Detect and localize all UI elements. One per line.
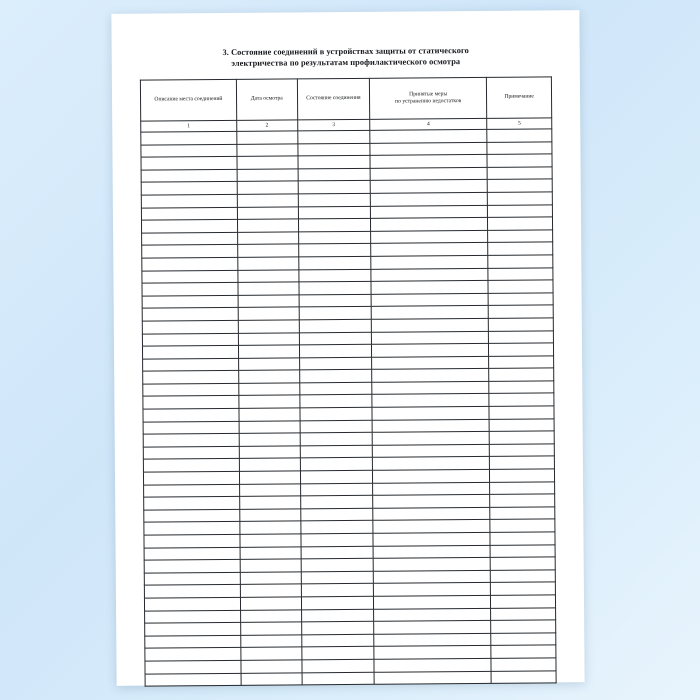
table-cell[interactable] [298, 193, 371, 206]
table-cell[interactable] [240, 609, 301, 622]
table-cell[interactable] [298, 256, 371, 269]
table-cell[interactable] [300, 508, 373, 521]
table-cell[interactable] [370, 180, 487, 194]
table-cell[interactable] [300, 496, 373, 509]
table-cell[interactable] [370, 155, 487, 169]
table-header-row [140, 77, 551, 121]
table-cell[interactable] [143, 396, 239, 409]
table-cell[interactable] [489, 330, 554, 343]
table-cell[interactable] [491, 658, 556, 671]
column-number-2: 2 [236, 120, 297, 131]
table-cell[interactable] [300, 483, 373, 496]
table-cell[interactable] [141, 131, 237, 144]
table-cell[interactable] [145, 623, 241, 636]
table-cell[interactable] [374, 633, 491, 647]
table-cell[interactable] [372, 369, 489, 383]
table-cell[interactable] [373, 558, 490, 572]
table-cell[interactable] [239, 383, 300, 396]
table-cell[interactable] [488, 255, 553, 268]
table-cell[interactable] [489, 431, 554, 444]
column-number-1: 1 [141, 120, 237, 132]
table-cell[interactable] [301, 533, 374, 546]
table-cell[interactable] [239, 484, 300, 497]
table-cell[interactable] [374, 671, 491, 685]
table-cell[interactable] [298, 168, 371, 181]
table-cell[interactable] [301, 647, 374, 660]
table-cell[interactable] [373, 482, 490, 496]
table-cell[interactable] [300, 458, 373, 471]
table-cell[interactable] [145, 635, 241, 648]
column-header-measures-taken: Принятые меры по устранению недостатков [370, 77, 487, 119]
table-cell[interactable] [489, 381, 554, 394]
table-cell[interactable] [489, 419, 554, 432]
table-cell[interactable] [299, 332, 372, 345]
table-cell[interactable] [372, 406, 489, 420]
table-cell[interactable] [299, 382, 372, 395]
table-cell[interactable] [300, 433, 373, 446]
table-cell[interactable] [489, 444, 554, 457]
page-title-line-2: электричества по результатам профилактического осмотра [231, 57, 461, 68]
table-cell[interactable] [491, 633, 556, 646]
table-cell[interactable] [299, 357, 372, 370]
table-cell[interactable] [237, 181, 298, 194]
table-cell[interactable] [298, 244, 371, 257]
table-cell[interactable] [143, 358, 239, 371]
table-cell[interactable] [373, 495, 490, 509]
table-cell[interactable] [372, 432, 489, 446]
table-cell[interactable] [491, 582, 556, 595]
table-cell[interactable] [370, 142, 487, 156]
table-cell[interactable] [372, 381, 489, 395]
table-cell[interactable] [373, 532, 490, 546]
table-cell[interactable] [490, 570, 555, 583]
table-cell[interactable] [302, 659, 375, 672]
table-cell[interactable] [491, 670, 556, 683]
table-cell[interactable] [144, 585, 240, 598]
table-cell[interactable] [491, 620, 556, 633]
table-cell[interactable] [143, 408, 239, 421]
table-cell[interactable] [491, 595, 556, 608]
table-cell[interactable] [487, 179, 552, 192]
table-cell[interactable] [487, 129, 552, 142]
table-cell[interactable] [298, 143, 371, 156]
table-cell[interactable] [141, 144, 237, 157]
table-cell[interactable] [240, 559, 301, 572]
table-cell[interactable] [302, 672, 375, 685]
table-body [141, 129, 556, 686]
table-cell[interactable] [143, 371, 239, 384]
table-cell[interactable] [373, 570, 490, 584]
table-cell[interactable] [301, 546, 374, 559]
table-cell[interactable] [488, 267, 553, 280]
table-cell[interactable] [142, 320, 238, 333]
table-cell[interactable] [301, 558, 374, 571]
table-cell[interactable] [241, 660, 302, 673]
table-cell[interactable] [301, 521, 374, 534]
table-cell[interactable] [488, 293, 553, 306]
column-number-4: 4 [370, 118, 487, 130]
table-cell[interactable] [238, 282, 299, 295]
table-cell[interactable] [239, 421, 300, 434]
registration-table [140, 76, 557, 686]
table-cell[interactable] [237, 194, 298, 207]
table-cell[interactable] [143, 383, 239, 396]
table-cell[interactable] [374, 658, 491, 672]
table-cell[interactable] [240, 509, 301, 522]
table-cell[interactable] [141, 169, 237, 182]
table-cell[interactable] [141, 220, 237, 233]
table-cell[interactable] [239, 395, 300, 408]
table-cell[interactable] [487, 141, 552, 154]
column-number-3: 3 [297, 119, 370, 131]
table-cell[interactable] [373, 469, 490, 483]
table-cell[interactable] [373, 520, 490, 534]
table-cell[interactable] [143, 421, 239, 434]
table-cell[interactable] [370, 129, 487, 143]
table-cell[interactable] [299, 319, 372, 332]
table-cell[interactable] [490, 469, 555, 482]
table-cell[interactable] [371, 255, 488, 269]
table-cell[interactable] [372, 444, 489, 458]
table-cell[interactable] [371, 230, 488, 244]
table-cell[interactable] [301, 596, 374, 609]
table-cell[interactable] [488, 318, 553, 331]
table-cell[interactable] [239, 458, 300, 471]
table-cell[interactable] [238, 370, 299, 383]
table-cell[interactable] [487, 167, 552, 180]
table-cell[interactable] [298, 181, 371, 194]
table-cell[interactable] [299, 307, 372, 320]
table-cell[interactable] [143, 459, 239, 472]
table-cell[interactable] [143, 471, 239, 484]
table-cell[interactable] [142, 345, 238, 358]
table-cell[interactable] [373, 457, 490, 471]
table-cell[interactable] [237, 169, 298, 182]
table-cell[interactable] [237, 244, 298, 257]
table-cell[interactable] [240, 622, 301, 635]
table-cell[interactable] [488, 242, 553, 255]
table-cell[interactable] [374, 621, 491, 635]
column-header-notes: Примечание [487, 77, 552, 119]
table-cell[interactable] [142, 295, 238, 308]
table-cell[interactable] [490, 456, 555, 469]
table-cell[interactable] [372, 343, 489, 357]
table-cell[interactable] [141, 207, 237, 220]
table-cell[interactable] [490, 482, 555, 495]
table-cell[interactable] [490, 557, 555, 570]
table-cell[interactable] [237, 131, 298, 144]
table-cell[interactable] [301, 621, 374, 634]
table-cell[interactable] [298, 218, 371, 231]
table-cell[interactable] [145, 660, 241, 673]
table-cell[interactable] [239, 496, 300, 509]
table-cell[interactable] [237, 143, 298, 156]
table-cell[interactable] [487, 192, 552, 205]
table-cell[interactable] [241, 635, 302, 648]
table-cell[interactable] [241, 647, 302, 660]
table-cell[interactable] [240, 584, 301, 597]
table-cell[interactable] [491, 607, 556, 620]
table-cell[interactable] [299, 269, 372, 282]
table-cell[interactable] [371, 243, 488, 257]
table-cell[interactable] [238, 320, 299, 333]
table-cell[interactable] [141, 194, 237, 207]
table-cell[interactable] [144, 484, 240, 497]
column-number-5: 5 [487, 118, 552, 130]
table-cell[interactable] [489, 406, 554, 419]
table-cell[interactable] [370, 192, 487, 206]
table-cell[interactable] [491, 645, 556, 658]
table-cell[interactable] [298, 231, 371, 244]
table-cell[interactable] [299, 281, 372, 294]
table-cell[interactable] [145, 610, 241, 623]
table-cell[interactable] [238, 307, 299, 320]
page-title [148, 44, 544, 69]
table-cell[interactable] [373, 545, 490, 559]
table-cell[interactable] [371, 268, 488, 282]
table-cell[interactable] [373, 583, 490, 597]
table-cell[interactable] [297, 130, 370, 143]
table-cell[interactable] [142, 333, 238, 346]
column-header-connection-condition: Состояние соединения [297, 78, 370, 120]
column-header-inspection-date: Дата осмотра [236, 79, 297, 120]
table-cell[interactable] [371, 318, 488, 332]
table-cell[interactable] [142, 308, 238, 321]
table-cell[interactable] [490, 544, 555, 557]
table-cell[interactable] [141, 157, 237, 170]
table-cell[interactable] [374, 595, 491, 609]
table-cell[interactable] [239, 408, 300, 421]
table-cell[interactable] [489, 393, 554, 406]
table-cell[interactable] [238, 345, 299, 358]
table-cell[interactable] [240, 546, 301, 559]
table-cell[interactable] [238, 257, 299, 270]
table-cell[interactable] [301, 609, 374, 622]
table-cell[interactable] [144, 509, 240, 522]
table-cell[interactable] [142, 270, 238, 283]
table-cell[interactable] [300, 445, 373, 458]
table-cell[interactable] [489, 343, 554, 356]
table-cell[interactable] [372, 394, 489, 408]
table-cell[interactable] [487, 154, 552, 167]
column-header-description-of-connection-place: Описание места соединений [140, 79, 236, 121]
table-cell[interactable] [490, 532, 555, 545]
table-cell[interactable] [238, 269, 299, 282]
table-cell[interactable] [144, 572, 240, 585]
table-cell[interactable] [300, 407, 373, 420]
table-cell[interactable] [299, 344, 372, 357]
table-header [140, 77, 551, 132]
page-title-line-1: 3. Состояние соединений в устройствах защиты от статического [222, 46, 469, 57]
table-cell[interactable] [145, 673, 241, 686]
table-cell[interactable] [489, 368, 554, 381]
table-cell[interactable] [301, 634, 374, 647]
table-cell[interactable] [239, 446, 300, 459]
table-cell[interactable] [142, 245, 238, 258]
table-cell[interactable] [490, 507, 555, 520]
table-cell[interactable] [490, 494, 555, 507]
table-cell[interactable] [141, 182, 237, 195]
table-cell[interactable] [239, 471, 300, 484]
table-cell[interactable] [298, 156, 371, 169]
table-cell[interactable] [372, 356, 489, 370]
table-cell[interactable] [144, 547, 240, 560]
table-cell[interactable] [142, 232, 238, 245]
table-cell[interactable] [237, 156, 298, 169]
table-cell[interactable] [488, 305, 553, 318]
table-cell[interactable] [371, 293, 488, 307]
table-cell[interactable] [144, 597, 240, 610]
table-cell[interactable] [301, 584, 374, 597]
table-cell[interactable] [371, 218, 488, 232]
table-cell[interactable] [488, 217, 553, 230]
table-cell[interactable] [237, 219, 298, 232]
table-cell[interactable] [300, 395, 373, 408]
table-cell[interactable] [489, 356, 554, 369]
table-cell[interactable] [488, 280, 553, 293]
table-cell[interactable] [490, 519, 555, 532]
table-cell[interactable] [144, 560, 240, 573]
table-cell[interactable] [239, 433, 300, 446]
table-cell[interactable] [372, 419, 489, 433]
table-cell[interactable] [237, 206, 298, 219]
table-cell[interactable] [143, 434, 239, 447]
table-cell[interactable] [145, 648, 241, 661]
table-cell[interactable] [237, 232, 298, 245]
table-cell[interactable] [298, 206, 371, 219]
table-cell[interactable] [299, 294, 372, 307]
table-cell[interactable] [240, 597, 301, 610]
table-cell[interactable] [371, 205, 488, 219]
table-cell[interactable] [373, 507, 490, 521]
table-cell[interactable] [238, 332, 299, 345]
table-cell[interactable] [371, 306, 488, 320]
table-cell[interactable] [144, 522, 240, 535]
table-cell[interactable] [144, 497, 240, 510]
table-cell[interactable] [299, 370, 372, 383]
table-cell[interactable] [372, 331, 489, 345]
table-cell[interactable] [370, 167, 487, 181]
table-cell[interactable] [300, 420, 373, 433]
table-cell[interactable] [142, 282, 238, 295]
table-cell[interactable] [371, 281, 488, 295]
table-cell[interactable] [238, 358, 299, 371]
table-cell[interactable] [488, 230, 553, 243]
table-cell[interactable] [240, 521, 301, 534]
table-cell[interactable] [240, 572, 301, 585]
table-row[interactable] [145, 670, 556, 686]
table-cell[interactable] [143, 446, 239, 459]
table-cell[interactable] [240, 534, 301, 547]
table-cell[interactable] [374, 646, 491, 660]
table-cell[interactable] [144, 534, 240, 547]
table-cell[interactable] [241, 672, 302, 685]
table-cell[interactable] [300, 470, 373, 483]
table-cell[interactable] [142, 257, 238, 270]
paper-sheet [111, 10, 584, 686]
table-cell[interactable] [374, 608, 491, 622]
table-cell[interactable] [301, 571, 374, 584]
table-cell[interactable] [238, 295, 299, 308]
table-cell[interactable] [488, 204, 553, 217]
